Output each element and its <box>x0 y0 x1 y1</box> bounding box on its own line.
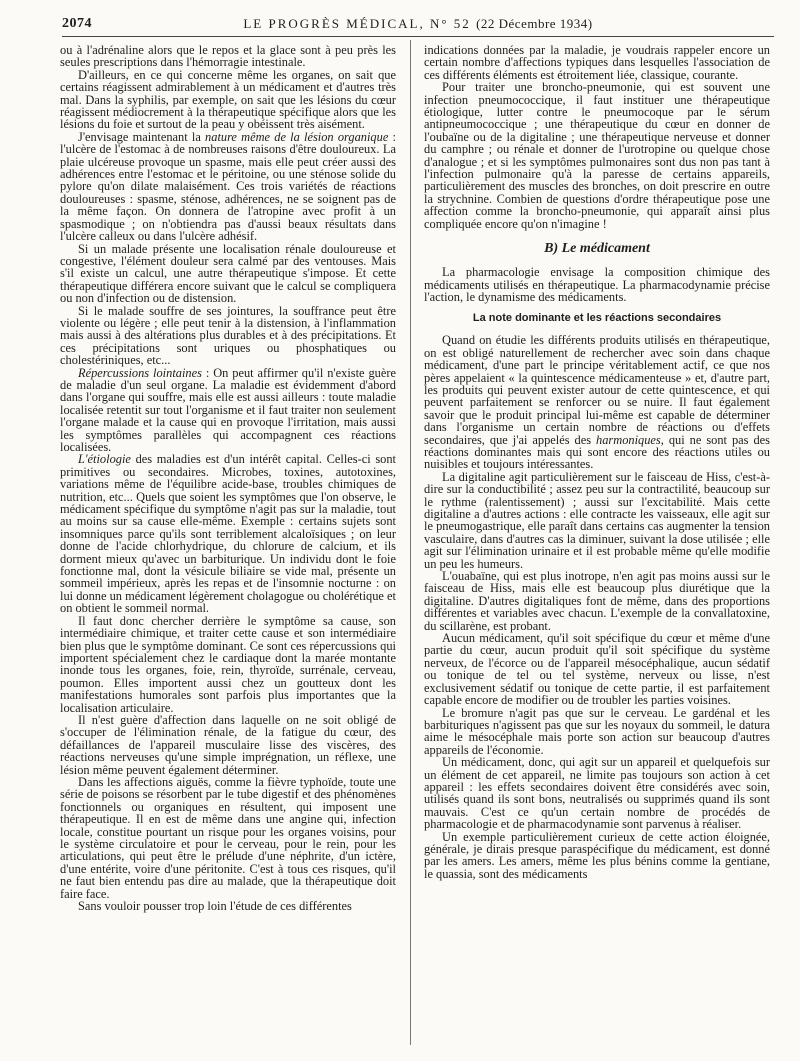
paragraph-text: : l'ulcère de l'estomac à de nombreuses raisons d'être douloureux. La plaie ulcéreuse provoque un spasme, mais elle peut créer aussi des adhérences entre l'estomac et le péritoine, ou une sténose solide du pylore qu'on dilate malaisément. Ces trois variétés de réactions douloureuses : spasme, sténose, adhérences, ne se soignent pas de la même façon. On donnera de l'atropine avec profit à un spasmodique ; on n'obtiendra pas d'aussi beaux résultats dans l'ulcère calleux ou dans l'ulcère adhésif. <box>60 129 396 244</box>
paragraph-text: des maladies est d'un intérêt capital. Celles-ci sont primitives ou secondaires. Microbes, toxines, autotoxines, variations même de l'équilibre acide-base, troubles chimiques de nutrition, etc... Quels que soient les symptômes que l'on observe, le médicament spécifique du symptôme n'agit pas sur la maladie, tout au moins sur sa cause elle-même. Exemple : certains sujets sont insomniques parce qu'ils sont terriblement alcaloïsiques ; on leur donne de l'acide chlorhydrique, du chlorure de calcium, et ils dorment mieux qu'avec un barbiturique. Un individu dont le foie fonctionne mal, dont la vésicule biliaire se vide mal, présente un sommeil impérieux, après les repas et de l'insomnie nocturne : on lui donne un médicament légèrement cholagogue ou cholérétique et on obtient le sommeil normal. <box>60 452 396 616</box>
journal-name: LE PROGRÈS MÉDICAL, N° 52 <box>243 16 471 31</box>
paragraph: Si un malade présente une localisation rénale douloureuse et congestive, l'élément douleur sera calmé par des ventouses. Mais s'il existe un calcul, une autre thérapeutique s'impose. Et cette thérapeutique différera encore suivant que le calcul se compliquera ou non d'infection ou de distension. <box>60 241 396 306</box>
italic-phrase: harmoniques <box>596 432 661 447</box>
paragraph-text: que j'ai appelés des <box>489 432 597 447</box>
paragraph: indications données par la maladie, je voudrais rappeler encore un certain nombre d'affections typiques dans lesquelles l'association de ces différents éléments est étroitement liée, classique, courante. <box>424 44 770 82</box>
right-column <box>424 44 770 1043</box>
paragraph: Sans vouloir pousser trop loin l'étude de ces différentes <box>78 899 352 914</box>
running-title <box>62 16 774 32</box>
italic-phrase: nature même de la lésion organique <box>205 129 389 144</box>
paragraph: La digitaline agit particulièrement sur le faisceau de Hiss, c'est-à-dire sur la conductibilité ; assez peu sur la contractilité, beaucoup sur le rythme (ralentissement) ; aussi sur l'excitabilité. Mais cette digitaline a d'autres actions : elle contracte les vaisseaux, elle agit sur le pneumogastrique, elle paraît dans certains cas augmenter la tension vasculaire, dans d'autres cas la diminuer, suivant la dose utilisée ; elle agit sur l'élimination urinaire et il est probable même qu'elle modifie un peu les humeurs. <box>424 469 770 571</box>
paragraph: ou à l'adrénaline alors que le repos et la glace sont à peu près les seules prescriptions dans l'hémorragie intestinale. <box>60 44 396 70</box>
paragraph: Si le malade souffre de ses jointures, la souffrance peut être violente ou légère ; elle peut tenir à la distension, à l'inflammation mais aussi à des altérations plus durables et à des précipitations. Et ces précipitations sont uriques ou phosphatiques ou cholestériniques, etc... <box>60 303 396 368</box>
subsection-heading: La note dominante et les réactions secondaires <box>472 312 722 325</box>
paragraph <box>60 367 396 454</box>
column-divider <box>410 40 411 1045</box>
paragraph: Le bromure n'agit pas que sur le cerveau. Le gardénal et les barbituriques n'agissent pas que sur les noyaux du sommeil, le datura aime le mésocéphale mais porte son action sur beaucoup d'autres appareils de l'économie. <box>424 705 770 757</box>
page-header <box>62 14 774 36</box>
paragraph-text: Quand on étudie les différents produits utilisés en thérapeutique, on est obligé naturellement de rechercher avec soin dans chaque médicament, d'une part le principe véritablement actif, ce que nos pères appelaient « la quintescence médicamenteuse » et, d'autre part, les produits qui peuvent exister autour de cette quintescence, et qui peuvent parfaitement se renforcer ou se nuire. Il faut également savoir que le produit principal lui-même est capable de déterminer dans l'organisme un certain nombre de réactions ou d'effets secondaires, <box>424 333 770 447</box>
paragraph: D'ailleurs, en ce qui concerne même les organes, on sait que certains réagissent admirablement à un médicament et d'autres très mal. Dans la syphilis, par exemple, on sait que les lésions du cœur réagissent médiocrement à la thérapeutique spécifique alors que les lésions du foie et surtout de la peau y obéissent très aisément. <box>60 67 396 132</box>
paragraph: Pour traiter une broncho-pneumonie, qui est souvent une infection pneumococcique, il faut instituer une thérapeutique étiologique, lutter contre le pneumocoque par le sérum antipneumococcique ; une thérapeutique du cœur en donner de l'oubaïne ou de la digitaline ; une thérapeutique nerveuse et donner du camphre ; ou rénale et donner de l'urotropine ou quelque chose d'analogue ; et si les symptômes pulmonaires sont dus non pas tant à l'infection pulmonaire qu'à la paresse de certains appareils, particulièrement des muscles des bronches, on doit prescrire en outre la strychnine. Combien de questions d'ordre thérapeutique pose une affection comme la broncho-pneumonie, qui apparaît ainsi plus compliquée encore qu'on n'imagine ! <box>424 80 770 231</box>
section-heading: B) Le médicament <box>544 241 650 257</box>
paragraph-text: : On peut affirmer qu'il n'existe guère de maladie d'un seul organe. La maladie est évidemment d'abord dans l'organe qui souffre, mais elle est aussi ailleurs : toute maladie localisée retentit sur tout l'organisme et il faut traiter non seulement l'organe malade et la cause qui en provoque l'irritation, mais aussi les symptômes parallèles qui accompagnent ces réactions localisées. <box>60 365 396 454</box>
paragraph-text: , qui ne sont pas des réactions dominantes mais qui sont encore des réactions utiles ou nuisibles et toujours intéressantes. <box>424 432 770 472</box>
paragraph: La pharmacologie envisage la composition chimique des médicaments utilisés en thérapeutique. La pharmacodynamie précise l'action, le dynamisme des médicaments. <box>424 265 770 304</box>
italic-phrase: L'étiologie <box>78 452 131 467</box>
paragraph: Un médicament, donc, qui agit sur un appareil et quelquefois sur un élément de cet appareil, ne limite pas toujours son action à cet appareil : les effets secondaires doivent être considérés avec soin, utilisés quand ils sont bons, neutralisés ou supprimés quand ils sont mauvais. C'est ce qu'un certain nombre de procédés de pharmacologie et de pharmacodynamie sont parvenus à réaliser. <box>424 755 770 832</box>
issue-date: (22 Décembre 1934) <box>476 16 593 31</box>
paragraph-lead: J'envisage maintenant la <box>78 129 206 144</box>
paragraph: L'ouabaïne, qui est plus inotrope, n'en agit pas moins aussi sur le faisceau de Hiss, mais elle est beaucoup plus diurétique que la digitaline. D'autres digitaliques font de même, dans des proportions différentes et variables avec chacun. L'exemple de la convallatoxine, du scillarène, est probant. <box>424 569 770 633</box>
italic-phrase: Répercussions lointaines <box>78 365 202 380</box>
paragraph: Un exemple particulièrement curieux de cette action éloignée, générale, je dirais presque paraspécifique du médicament, est donné par les amers. Les amers, même les plus bénins comme la gentiane, le quassia, sont des médicaments <box>424 829 770 881</box>
paragraph: Il faut donc chercher derrière le symptôme sa cause, son intermédiaire chimique, et traiter cette cause et son intermédiaire bien plus que le symptôme dominant. Ce sont ces répercussions qui importent spécialement chez le cardiaque dont la marée montante inonde tous les organes, foie, rein, thyroïde, surrénale, cerveau, poumon. Elles importent aussi chez un goutteux dont les manifestations humorales sont parfois plus importantes que la localisation articulaire. <box>60 613 396 715</box>
paragraph <box>60 131 396 243</box>
page-number: 2074 <box>62 16 92 31</box>
paragraph <box>424 334 770 470</box>
paragraph: Aucun médicament, qu'il soit spécifique du cœur et même d'une partie du cœur, aucun produit qu'il soit spécifique du système nerveux, de l'écorce ou de l'appareil mésocéphalique, aucun sédatif ou tonique de tel ou tel système, nerveux ou lisse, n'est exclusivement sédatif ou tonique de cette partie, il est parfaitement capable encore de modifier ou de troubler les parties voisines. <box>424 631 770 708</box>
paragraph <box>60 453 396 614</box>
left-column <box>60 44 396 1043</box>
paragraph: Il n'est guère d'affection dans laquelle on ne soit obligé de s'occuper de l'élimination rénale, de la fatigue du cœur, des défaillances de l'appareil musculaire lisse des viscères, des réactions nerveuses qu'une simple imprégnation, un réflexe, une lésion même peuvent également déterminer. <box>60 712 396 777</box>
header-rule <box>62 36 774 37</box>
paragraph: Dans les affections aiguës, comme la fièvre typhoïde, toute une série de poisons se résorbent par le tube digestif et des phénomènes fonctionnels ou organiques en résultent, qui imposent une thérapeutique. Il en est de même dans une angine qui, infection locale, constitue pourtant un risque pour les organes voisins, pour le système circulatoire et pour le cerveau, pour le rein, pour les articulations, qui peut être le prélude d'une néphrite, d'un ictère, d'une entérite, voire d'une péritonite. C'est à tous ces risques, qu'il ne faut bien entendu pas dire au malade, que la thérapeutique doit faire face. <box>60 774 396 901</box>
